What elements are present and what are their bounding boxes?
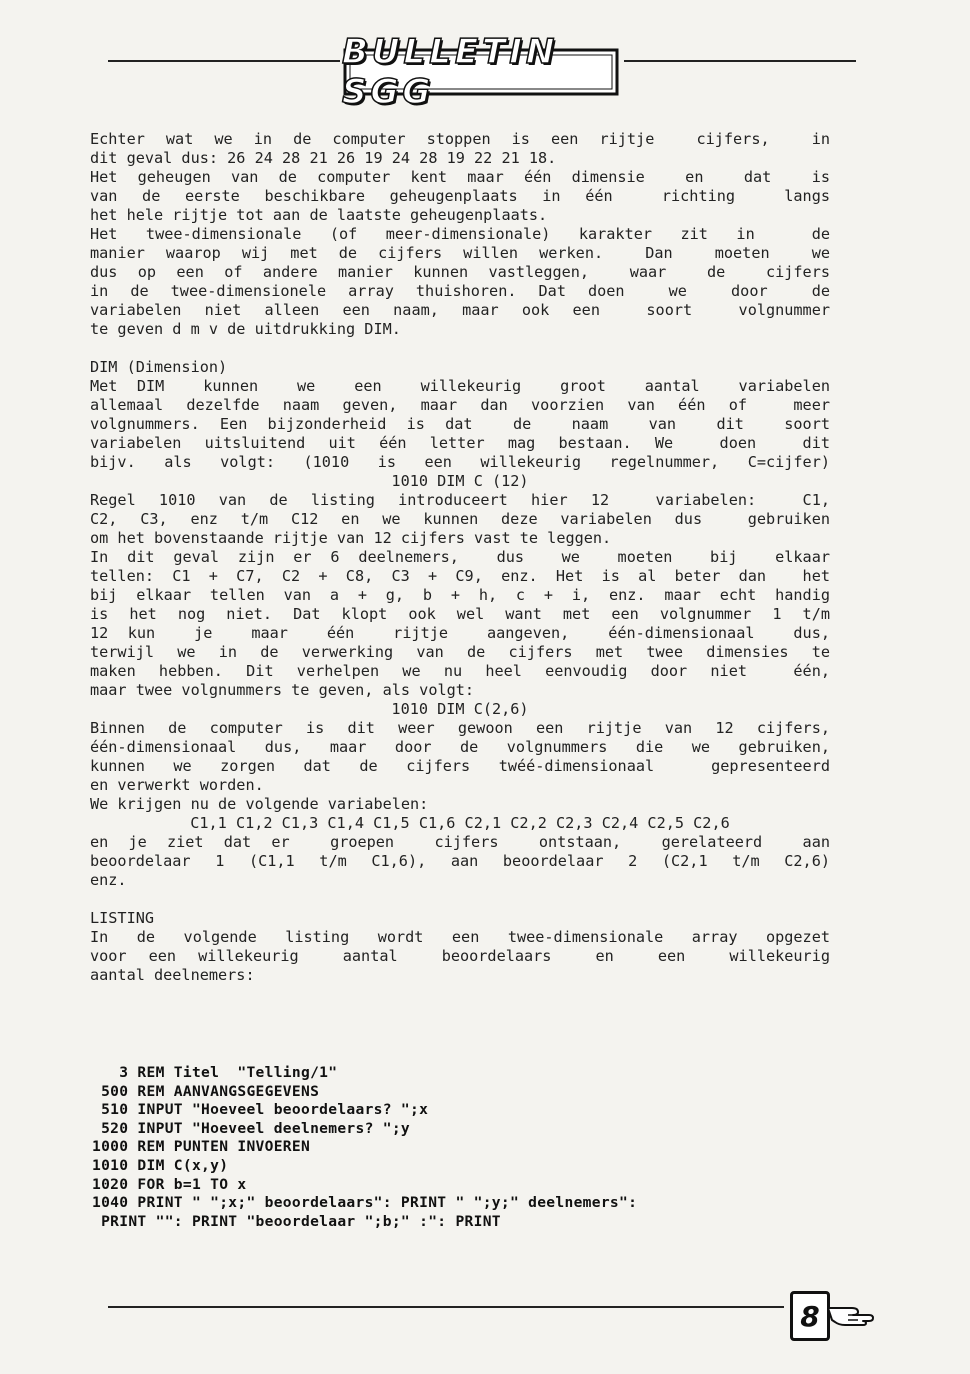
code-line: 1020 FOR b=1 TO x xyxy=(92,1175,247,1193)
code-line: PRINT "": PRINT "beoordelaar ";b;" :": PRINT xyxy=(92,1212,501,1230)
logo-text: BULLETIN SGG xyxy=(342,32,559,112)
text-line: het hele rijtje tot aan de laatste geheugenplaats. xyxy=(90,206,548,224)
code-line: 520 INPUT "Hoeveel deelnemers? ";y xyxy=(92,1119,411,1137)
blank-line xyxy=(90,339,830,358)
text-line: in de twee-dimensionele array thuishoren. Dat doen we door de xyxy=(90,282,830,300)
text-line: te geven d m v de uitdrukking DIM. xyxy=(90,320,401,338)
code-line: 500 REM AANVANGSGEGEVENS xyxy=(92,1082,320,1100)
text-line: In dit geval zijn er 6 deelnemers, dus we moeten bij elkaar xyxy=(90,548,830,566)
text-line: manier waarop wij met de cijfers willen werken. Dan moeten we xyxy=(90,244,830,262)
text-line: In de volgende listing wordt een twee-dimensionale array opgezet xyxy=(90,928,830,946)
text-line: LISTING xyxy=(90,909,155,927)
header-rule-right xyxy=(624,60,856,62)
text-line: variabelen uitsluitend uit één letter mag bestaan. We doen dit xyxy=(90,434,830,452)
code-line: 1040 PRINT " ";x;" beoordelaars": PRINT " ";y;" deelnemers": xyxy=(92,1194,638,1212)
text-line: enz. xyxy=(90,871,127,889)
text-line: volgnummers. Een bijzonderheid is dat de naam van dit soort xyxy=(90,415,830,433)
basic-listing xyxy=(92,1064,852,1231)
text-line: Echter wat we in de computer stoppen is een rijtje cijfers, in xyxy=(90,130,830,148)
code-line: 510 INPUT "Hoeveel beoordelaars? ";x xyxy=(92,1101,429,1119)
text-line: terwijl we in de verwerking van de cijfers met twee dimensies te xyxy=(90,643,830,661)
text-line: bijv. als volgt: (1010 is een willekeurig regelnummer, C=cijfer) xyxy=(90,453,830,471)
footer-rule xyxy=(108,1306,784,1308)
text-line: allemaal dezelfde naam geven, maar dan voorzien van één of meer xyxy=(90,396,830,414)
text-line: beoordelaar 1 (C1,1 t/m C1,6), aan beoordelaar 2 (C2,1 t/m C2,6) xyxy=(90,852,830,870)
text-line: maken hebben. Dit verhelpen we nu heel eenvoudig door niet één, xyxy=(90,662,830,680)
text-line: C2, C3, enz t/m C12 en we kunnen deze variabelen dus gebruiken xyxy=(90,510,830,528)
page-number: 8 xyxy=(790,1291,830,1341)
text-line: Het geheugen van de computer kent maar één dimensie en dat is xyxy=(90,168,830,186)
blank-line xyxy=(90,890,830,909)
text-line: 1010 DIM C(2,6) xyxy=(391,700,529,718)
text-line: Het twee-dimensionale (of meer-dimensionale) karakter zit in de xyxy=(90,225,830,243)
text-line: DIM (Dimension) xyxy=(90,358,228,376)
code-line: 1000 REM PUNTEN INVOEREN xyxy=(92,1138,311,1156)
text-line: kunnen we zorgen dat de cijfers twéé-dimensionaal gepresenteerd xyxy=(90,757,830,775)
pointing-hand-icon xyxy=(826,1300,876,1326)
bulletin-logo xyxy=(342,32,622,112)
text-line: Met DIM kunnen we een willekeurig groot aantal variabelen xyxy=(90,377,830,395)
text-line: van de eerste beschikbare geheugenplaats in één richting langs xyxy=(90,187,830,205)
article-body xyxy=(90,130,830,985)
text-line: 12 kun je maar één rijtje aangeven, één-dimensionaal dus, xyxy=(90,624,830,642)
text-line: dus op een of andere manier kunnen vastleggen, waar de cijfers xyxy=(90,263,830,281)
text-line: We krijgen nu de volgende variabelen: xyxy=(90,795,429,813)
text-line: Regel 1010 van de listing introduceert hier 12 variabelen: C1, xyxy=(90,491,830,509)
text-line: tellen: C1 + C7, C2 + C8, C3 + C9, enz. Het is al beter dan het xyxy=(90,567,830,585)
code-line: 3 REM Titel "Telling/1" xyxy=(92,1064,338,1081)
text-line: voor een willekeurig aantal beoordelaars en een willekeurig xyxy=(90,947,830,965)
text-line: maar twee volgnummers te geven, als volgt: xyxy=(90,681,475,699)
text-line: 1010 DIM C (12) xyxy=(391,472,529,490)
code-line: 1010 DIM C(x,y) xyxy=(92,1156,229,1174)
text-line: variabelen niet alleen een naam, maar ook een soort volgnummer xyxy=(90,301,830,319)
text-line: aantal deelnemers: xyxy=(90,966,255,984)
text-line: om het bovenstaande rijtje van 12 cijfers vast te leggen. xyxy=(90,529,612,547)
text-line: en verwerkt worden. xyxy=(90,776,264,794)
text-line: C1,1 C1,2 C1,3 C1,4 C1,5 C1,6 C2,1 C2,2 C2,3 C2,4 C2,5 C2,6 xyxy=(190,814,730,832)
header-rule-left xyxy=(108,60,340,62)
text-line: is het nog niet. Dat klopt ook wel want met een volgnummer 1 t/m xyxy=(90,605,830,623)
text-line: dit geval dus: 26 24 28 21 26 19 24 28 19 22 21 18. xyxy=(90,149,557,167)
text-line: Binnen de computer is dit weer gewoon een rijtje van 12 cijfers, xyxy=(90,719,830,737)
text-line: en je ziet dat er groepen cijfers ontstaan, gerelateerd aan xyxy=(90,833,830,851)
text-line: bij elkaar tellen van a + g, b + h, c + i, enz. maar echt handig xyxy=(90,586,830,604)
text-line: één-dimensionaal dus, maar door de volgnummers die we gebruiken, xyxy=(90,738,830,756)
